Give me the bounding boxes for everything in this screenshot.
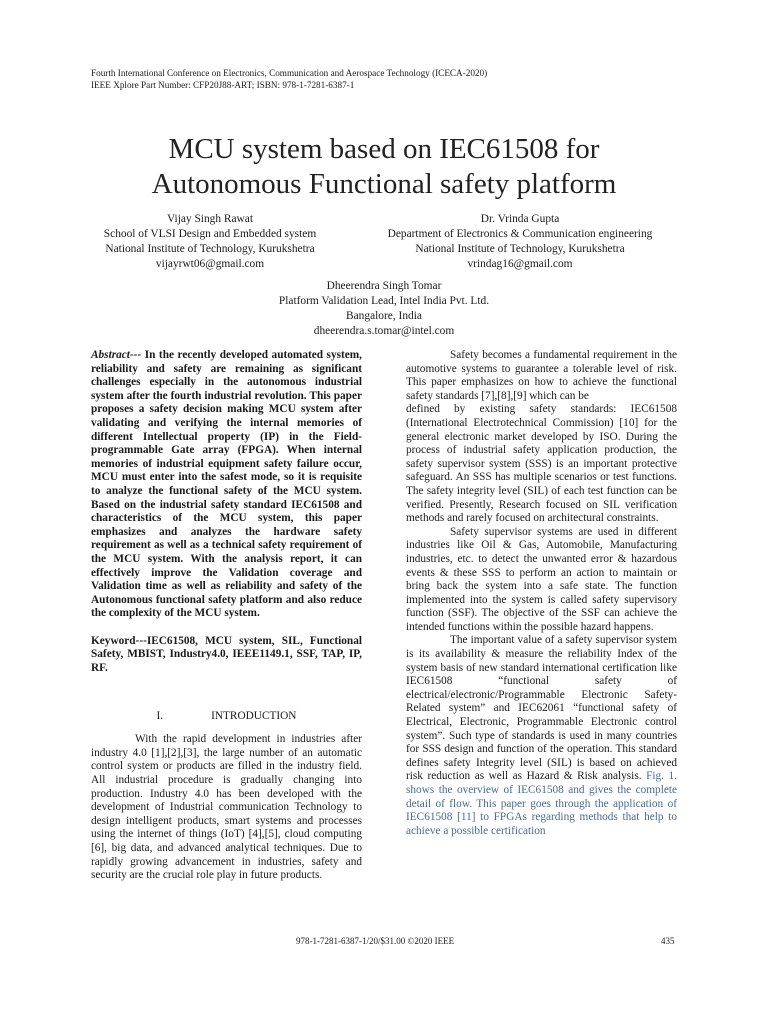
conference-name: Fourth International Conference on Electronics, Communication and Aerospace Technology (ICECA-2020): [91, 68, 488, 78]
left-column: [91, 349, 362, 883]
abstract-text: In the recently developed automated system, reliability and safety are remaining as significant challenges especially in the autonomous industrial system after the fourth industrial revolution. This paper proposes a safety decision making MCU system after validating and verifying the internal memories of different Intellectual property (IP) in the Field-programmable Gate array (FPGA). When internal memories of industrial equipment safety failure occur, MCU must enter into the safest mode, so it is requisite to analyze the functional safety of the MCU system. Based on the industrial safety standard IEC61508 and characteristics of the MCU system, this paper emphasizes and analyzes the hardware safety requirement as well as a technical safety requirement of the MCU system. With the analysis report, it can effectively improve the Validation coverage and Validation time as well as reliability and safety of the Autonomous functional safety platform and also reduce the complexity of the MCU system.: [91, 349, 362, 620]
title-line-1: MCU system based on IEC61508 for: [168, 133, 600, 165]
author-block-1: [80, 212, 340, 272]
title-line-2: Autonomous Functional safety platform: [151, 168, 617, 200]
footer-copyright: 978-1-7281-6387-1/20/$31.00 ©2020 IEEE: [296, 936, 455, 946]
author-block-3: [184, 279, 584, 339]
section-title: INTRODUCTION: [211, 709, 297, 722]
author-dept: Platform Validation Lead, Intel India Pvt. Ltd.: [278, 295, 490, 307]
right-paragraph-4: [406, 634, 677, 838]
section-number: I.: [156, 709, 164, 722]
right-column: [406, 349, 677, 838]
figure-reference-text: Fig. 1. shows the overview of IEC61508 and gives the complete detail of flow. This paper goes through the application of IEC61508 [11] to FPGAs regarding methods that help to achieve a possible certification: [406, 770, 677, 837]
keywords: Keyword---IEC61508, MCU system, SIL, Functional Safety, MBIST, Industry4.0, IEEE1149.1, SSF, TAP, IP, RF.: [91, 634, 362, 675]
author-email: vrindag16@gmail.com: [467, 258, 573, 270]
abstract-label: Abstract---: [91, 349, 142, 361]
paper-title: [0, 132, 768, 202]
right-paragraph-3: Safety supervisor systems are used in different industries like Oil & Gas, Automobile, Manufacturing industries, etc. to detect the unwanted error & hazardous events & these SSS to perform an action to maintain or bring back the system into a safe state. The function implemented into the system is called safety supervisory function (SSF). The objective of the SSF can achieve the intended functions within the possible hazard happens.: [406, 525, 677, 633]
section-heading-introduction: [91, 710, 362, 724]
conference-header: [91, 67, 487, 91]
author-name: Dheerendra Singh Tomar: [326, 280, 442, 292]
right-paragraph-2: defined by existing safety standards: IEC61508 (International Electrotechnical Commission) [10] for the general electronic market developed by ISO. During the process of industrial safety application production, the safety supervisor system (SSS) is an important protective safeguard. An SSS has multiple scenarios or test functions. The safety integrity level (SIL) of each test function can be verified. Presently, Research focused on SIL verification methods and rarely focused on architectural constraints.: [406, 403, 677, 525]
conference-isbn: IEEE Xplore Part Number: CFP20J88-ART; ISBN: 978-1-7281-6387-1: [91, 80, 355, 90]
author-email: vijayrwt06@gmail.com: [155, 258, 265, 270]
author-name: Dr. Vrinda Gupta: [480, 213, 560, 225]
abstract: [91, 349, 362, 621]
author-dept: Department of Electronics & Communication engineering: [387, 228, 653, 240]
intro-paragraph: With the rapid development in industries after industry 4.0 [1],[2],[3], the large number of an automatic control system or products are filled in the industry field. All industrial procedure is gradually changing into production. Industry 4.0 has been developed with the development of Industrial communication Technology to design intelligent products, smart systems and processes using the internet of things (IoT) [4],[5], cloud computing [6], big data, and advanced analytical techniques. Due to rapidly growing advancement in industries, safety and security are the crucial role play in future products.: [91, 733, 362, 882]
page-number: 435: [661, 936, 675, 946]
author-inst: National Institute of Technology, Kurukshetra: [105, 243, 315, 255]
author-name: Vijay Singh Rawat: [166, 213, 253, 225]
author-block-2: [350, 212, 690, 272]
right-paragraph-4-text: The important value of a safety supervisor system is its availability & measure the reliability Index of the system basis of new standard international certification like IEC61508 “functional safety of electrical/electronic/Programmable Electronic Safety-Related system” and IEC62061 “functional safety of Electrical, Electronic, Programmable Electronic control system”. Such type of standards is used in many countries for SSS design and function of the operation. This standard defines safety Integrity level (SIL) is based on achieved risk reduction as well as Hazard & Risk analysis.: [406, 634, 677, 783]
author-dept: School of VLSI Design and Embedded system: [103, 228, 317, 240]
author-email: dheerendra.s.tomar@intel.com: [313, 325, 455, 337]
right-paragraph-1: Safety becomes a fundamental requirement in the automotive systems to guarantee a tolerable level of risk. This paper emphasizes on how to achieve the functional safety standards [7],[8],[9] which can be: [406, 349, 677, 402]
author-inst: National Institute of Technology, Kurukshetra: [415, 243, 625, 255]
author-inst: Bangalore, India: [346, 310, 422, 322]
